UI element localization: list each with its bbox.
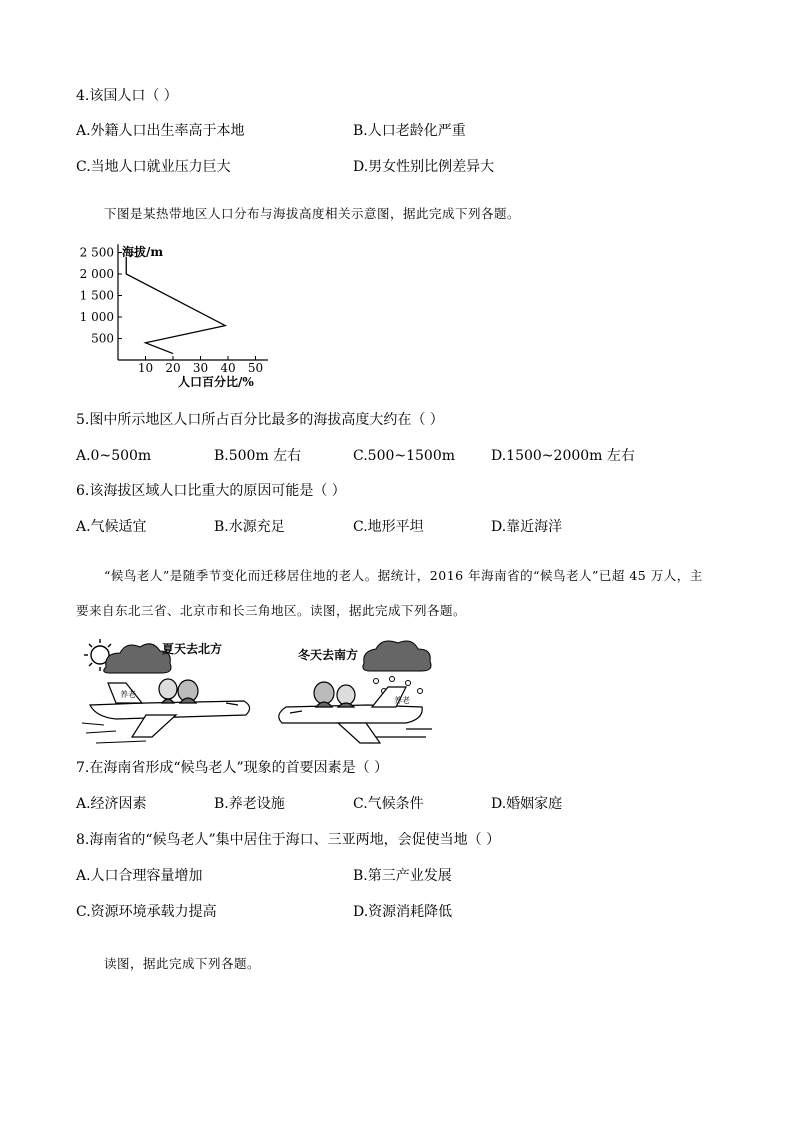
q8-option-c: C.资源环境承载力提高 [76, 904, 217, 920]
q7-option-c: C.气候条件 [353, 796, 424, 812]
x-tick-label: 40 [220, 361, 236, 375]
q7-option-d: D.婚姻家庭 [491, 796, 563, 812]
x-tick-label: 20 [165, 361, 181, 375]
q5-option-c: C.500~1500m [353, 448, 456, 464]
question-5-stem: 5.图中所示地区人口所占百分比最多的海拔高度大约在（ ） [76, 412, 444, 428]
cloud-icon [104, 644, 171, 673]
migratory-elders-cartoon [76, 633, 438, 751]
y-tick-label: 2 500 [79, 245, 114, 260]
q5-option-b: B.500m 左右 [214, 448, 302, 464]
y-tick-label: 1 000 [79, 310, 114, 324]
q8-option-b: B.第三产业发展 [353, 868, 452, 884]
q4-option-a: A.外籍人口出生率高于本地 [76, 123, 245, 139]
q5-option-a: A.0~500m [76, 448, 152, 464]
intro-text-2-line2: 要来自东北三省、北京市和长三角地区。读图，据此完成下列各题。 [76, 603, 467, 618]
x-tick-label: 10 [137, 361, 154, 375]
left-plane-label: 养老 [120, 690, 136, 699]
q6-option-a: A.气候适宜 [76, 519, 147, 535]
y-tick-label: 500 [91, 331, 114, 346]
intro-text-3: 读图，据此完成下列各题。 [104, 956, 261, 971]
question-8-stem: 8.海南省的“候鸟老人”集中居住于海口、三亚两地，会促使当地（ ） [76, 832, 501, 848]
q8-option-d: D.资源消耗降低 [353, 904, 453, 920]
question-4-stem: 4.该国人口（ ） [76, 88, 178, 104]
y-tick-label: 1 500 [79, 288, 114, 303]
snow-cloud-icon [363, 641, 431, 671]
q6-option-b: B.水源充足 [214, 519, 285, 535]
q4-option-d: D.男女性别比例差异大 [353, 159, 495, 175]
q4-option-b: B.人口老龄化严重 [353, 123, 466, 139]
q7-option-b: B.养老设施 [214, 796, 285, 812]
airplane-left-icon [82, 679, 250, 743]
summer-caption: 夏天去北方 [162, 642, 223, 656]
airplane-right-icon [279, 682, 432, 743]
altitude-population-chart [76, 236, 276, 392]
q6-option-c: C.地形平坦 [353, 519, 424, 535]
y-tick-label: 2 000 [79, 267, 114, 281]
q8-option-a: A.人口合理容量增加 [76, 868, 203, 884]
q6-option-d: D.靠近海洋 [491, 519, 563, 535]
question-6-stem: 6.该海拔区域人口比重大的原因可能是（ ） [76, 483, 346, 499]
x-tick-label: 50 [247, 361, 264, 375]
q4-option-c: C.当地人口就业压力巨大 [76, 159, 231, 175]
q7-option-a: A.经济因素 [76, 796, 147, 812]
q5-option-d: D.1500~2000m 左右 [491, 448, 635, 464]
winter-caption: 冬天去南方 [298, 648, 359, 662]
x-tick-label: 30 [192, 361, 209, 375]
right-plane-label: 养老 [394, 696, 410, 705]
x-axis-label: 人口百分比/% [178, 375, 254, 389]
intro-text-1: 下图是某热带地区人口分布与海拔高度相关示意图，据此完成下列各题。 [104, 206, 521, 221]
question-7-stem: 7.在海南省形成“候鸟老人”现象的首要因素是（ ） [76, 760, 389, 776]
intro-text-2-line1: “候鸟老人”是随季节变化而迁移居住地的老人。据统计，2016 年海南省的“候鸟老人”已超 45 万人，主 [104, 568, 703, 583]
y-axis-label: 海拔/m [122, 245, 164, 260]
population-line [126, 257, 225, 354]
